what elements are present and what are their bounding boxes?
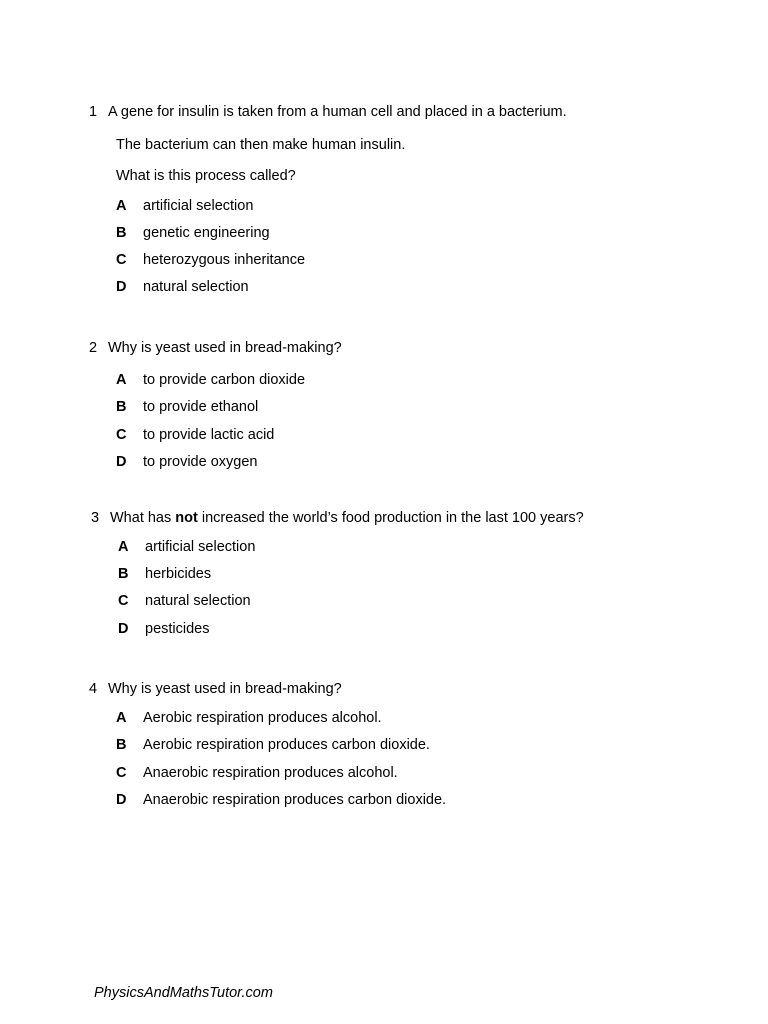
option-letter: D	[116, 279, 127, 295]
question-stem: Why is yeast used in bread-making?	[108, 681, 342, 697]
question-stem-line: The bacterium can then make human insulin.	[116, 137, 406, 153]
question-stem	[110, 510, 584, 526]
option-text: Anaerobic respiration produces alcohol.	[143, 765, 398, 781]
option-letter: A	[116, 372, 127, 388]
question-stem-post: increased the world’s food production in the last 100 years?	[197, 510, 584, 526]
question-number: 1	[89, 104, 98, 120]
option-letter: D	[116, 454, 127, 470]
option-letter: B	[116, 399, 127, 415]
option-letter: B	[116, 737, 127, 753]
option-text: Aerobic respiration produces alcohol.	[143, 710, 382, 726]
question-prompt: What is this process called?	[116, 168, 296, 184]
option-text: natural selection	[143, 279, 249, 295]
option-text: to provide ethanol	[143, 399, 259, 415]
question-stem: A gene for insulin is taken from a human cell and placed in a bacterium.	[108, 104, 567, 120]
option-text: artificial selection	[143, 198, 254, 214]
option-letter: B	[116, 225, 127, 241]
option-letter: A	[116, 198, 127, 214]
option-text: Anaerobic respiration produces carbon dioxide.	[143, 792, 447, 808]
question-stem: Why is yeast used in bread-making?	[108, 340, 342, 356]
option-letter: D	[118, 621, 129, 637]
option-letter: C	[116, 252, 127, 268]
emphasis-not: not	[175, 510, 198, 526]
option-text: artificial selection	[145, 539, 256, 555]
option-letter: A	[116, 710, 127, 726]
question-stem-pre: What has	[110, 510, 176, 526]
question-number: 4	[89, 681, 98, 697]
option-text: pesticides	[145, 621, 210, 637]
option-letter: C	[116, 765, 127, 781]
option-text: Aerobic respiration produces carbon dioxide.	[143, 737, 430, 753]
option-text: herbicides	[145, 566, 212, 582]
option-text: to provide carbon dioxide	[143, 372, 306, 388]
footer-source: PhysicsAndMathsTutor.com	[94, 985, 273, 1001]
option-letter: C	[118, 593, 129, 609]
option-text: to provide lactic acid	[143, 427, 275, 443]
option-text: genetic engineering	[143, 225, 270, 241]
option-text: to provide oxygen	[143, 454, 258, 470]
option-text: natural selection	[145, 593, 251, 609]
option-letter: D	[116, 792, 127, 808]
question-number: 3	[91, 510, 100, 526]
option-letter: A	[118, 539, 129, 555]
option-text: heterozygous inheritance	[143, 252, 306, 268]
option-letter: C	[116, 427, 127, 443]
question-number: 2	[89, 340, 98, 356]
option-letter: B	[118, 566, 129, 582]
